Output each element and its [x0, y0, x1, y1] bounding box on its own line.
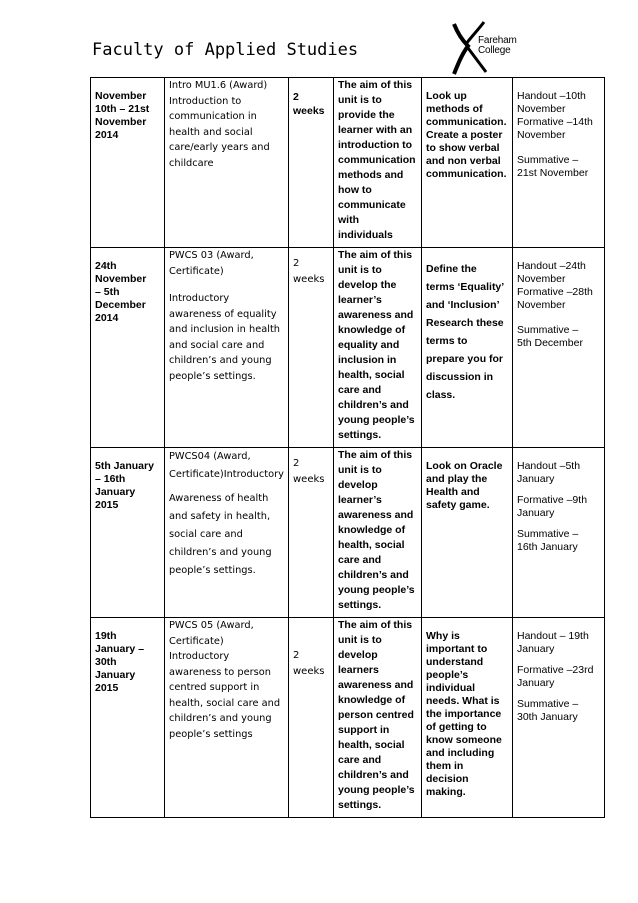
- duration-cell: [289, 618, 334, 818]
- aim-text: The aim of this unit is to develop learners awareness and knowledge of person centred support in health, social care and children’s and young people’s settings.: [338, 619, 415, 811]
- aim-text: The aim of this unit is to develop learner’s awareness and knowledge of health, social care and children’s and young people’s settings.: [338, 449, 415, 611]
- unit-code-text: PWCS04 (Award, Certificate)Introductory: [169, 451, 284, 480]
- assessment-cell: [513, 448, 605, 618]
- task-cell: [422, 78, 513, 248]
- date-cell: [91, 78, 165, 248]
- handout-text: Handout –5th January: [517, 460, 581, 485]
- aim-text: The aim of this unit is to develop the learner’s awareness and knowledge of equality and inclusion in health, social care and children’s and young people’s settings.: [338, 249, 415, 441]
- unit-code-text: PWCS 03 (Award, Certificate): [169, 250, 254, 277]
- table-row: [91, 618, 605, 818]
- duration-cell: [289, 248, 334, 448]
- duration-cell: [289, 78, 334, 248]
- date-text: 24th November – 5th December 2014: [95, 260, 147, 324]
- date-text: 19th January – 30th January 2015: [95, 630, 145, 694]
- task-cell: [422, 618, 513, 818]
- summative-text: Summative – 16th January: [517, 528, 579, 553]
- aim-cell: [334, 448, 422, 618]
- date-text: November 10th – 21st November 2014: [95, 90, 150, 141]
- unit-cell: [165, 448, 289, 618]
- duration-text: 2 weeks: [293, 91, 325, 117]
- task-text: Look on Oracle and play the Health and safety game.: [426, 460, 503, 511]
- aim-cell: [334, 618, 422, 818]
- assessment-cell: [513, 78, 605, 248]
- duration-text: 2 weeks: [293, 258, 325, 285]
- task-text: Define the terms ‘Equality’ and ‘Inclusion’ Research these terms to prepare you for discussion in class.: [426, 263, 505, 401]
- aim-text: The aim of this unit is to provide the learner with an introduction to communication methods and how to communicate with individuals: [338, 79, 416, 241]
- table-row: [91, 248, 605, 448]
- task-text: Why is important to understand people’s individual needs. What is the importance of getting to know someone and including them in decision making.: [426, 630, 502, 798]
- date-text: 5th January – 16th January 2015: [95, 460, 154, 511]
- logo-text-line2: College: [478, 45, 511, 56]
- unit-cell: [165, 618, 289, 818]
- aim-cell: [334, 78, 422, 248]
- schedule-table: [90, 77, 605, 818]
- page-title: Faculty of Applied Studies: [92, 40, 359, 60]
- summative-text: Summative – 30th January: [517, 698, 579, 723]
- assessment-cell: [513, 248, 605, 448]
- formative-text: Formative –23rd January: [517, 664, 594, 689]
- date-cell: [91, 618, 165, 818]
- formative-text: Formative –9th January: [517, 494, 588, 519]
- duration-text: 2 weeks: [293, 458, 325, 485]
- handout-formative-text: Handout –10th November Formative –14th November: [517, 90, 593, 141]
- unit-text: PWCS 05 (Award, Certificate) Introductory awareness to person centred support in health, social care and children’s and young people’s settings: [169, 620, 281, 740]
- unit-title-text: Awareness of health and safety in health, social care and children’s and young people’s settings.: [169, 493, 272, 576]
- summative-text: Summative – 21st November: [517, 154, 589, 179]
- date-cell: [91, 248, 165, 448]
- duration-text: 2 weeks: [293, 650, 325, 677]
- table-row: [91, 78, 605, 248]
- unit-cell: [165, 78, 289, 248]
- aim-cell: [334, 248, 422, 448]
- date-cell: [91, 448, 165, 618]
- unit-cell: [165, 248, 289, 448]
- college-logo: [448, 18, 528, 78]
- logo-text-line1: Fareham: [478, 35, 517, 46]
- duration-cell: [289, 448, 334, 618]
- summative-text: Summative – 5th December: [517, 324, 583, 349]
- assessment-cell: [513, 618, 605, 818]
- task-cell: [422, 448, 513, 618]
- handout-formative-text: Handout –24th November Formative –28th November: [517, 260, 593, 311]
- task-cell: [422, 248, 513, 448]
- handout-text: Handout – 19th January: [517, 630, 589, 655]
- task-text: Look up methods of communication. Create a poster to show verbal and non verbal communication.: [426, 90, 507, 180]
- unit-text: Intro MU1.6 (Award) Introduction to communication in health and social care/early years and childcare: [169, 80, 270, 169]
- unit-title-text: Introductory awareness of equality and inclusion in health and social care and children’s and young people’s settings.: [169, 293, 280, 382]
- table-row: [91, 448, 605, 618]
